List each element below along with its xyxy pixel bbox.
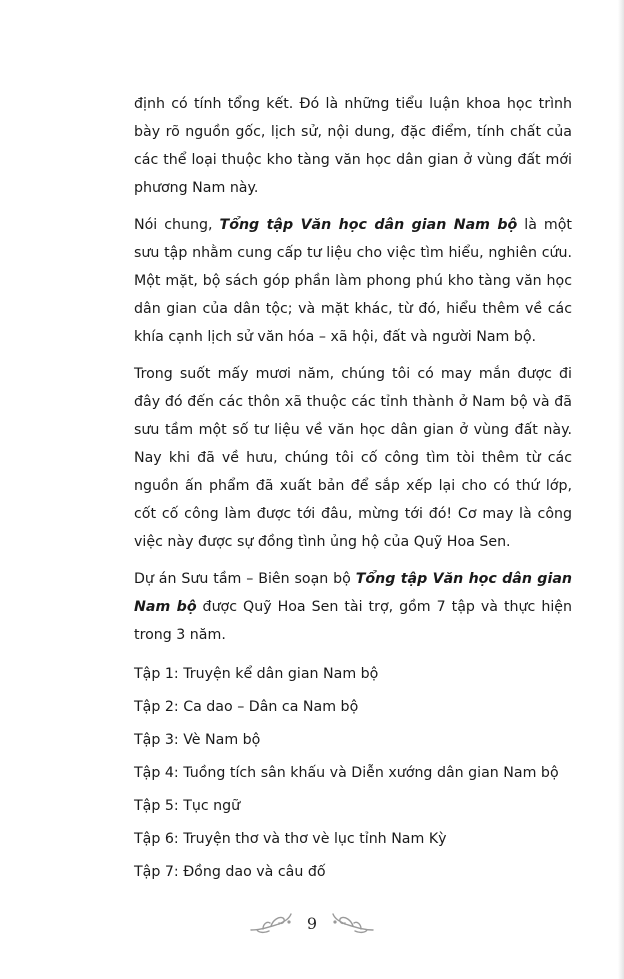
volume-list: [134, 663, 572, 883]
volume-item-4: Tập 4: Tuồng tích sân khấu và Diễn xướng dân gian Nam bộ: [134, 765, 559, 781]
paragraph-text: là một sưu tập nhằm cung cấp tư liệu cho việc tìm hiểu, nghiên cứu. Một mặt, bộ sách góp phần làm phong phú kho tàng văn học dân gian của dân tộc; và mặt khác, từ đó, hiểu thêm về các khía cạnh lịch sử văn hóa – xã hội, đất và người Nam bộ.: [134, 217, 572, 345]
volume-item-5: Tập 5: Tục ngữ: [134, 798, 241, 814]
page-number: 9: [306, 913, 318, 933]
paragraph-1: [134, 90, 572, 202]
paragraph-3: [134, 360, 572, 556]
floral-flourish-right-icon: [331, 910, 375, 936]
paragraph-text: được Quỹ Hoa Sen tài trợ, gồm 7 tập và thực hiện trong 3 năm.: [134, 599, 572, 643]
page-body: [134, 90, 572, 894]
page-edge: [618, 0, 624, 979]
paragraph-text: định có tính tổng kết. Đó là những tiểu luận khoa học trình bày rõ nguồn gốc, lịch sử, nội dung, đặc điểm, tính chất của các thể loại thuộc kho tàng văn học dân gian ở vùng đất mới phương Nam này.: [134, 96, 572, 196]
page-footer: [0, 910, 624, 936]
paragraph-2: [134, 211, 572, 351]
volume-item-7: Tập 7: Đồng dao và câu đố: [134, 864, 326, 880]
paragraph-text: Dự án Sưu tầm – Biên soạn bộ: [134, 571, 356, 587]
book-title-emphasis: Tổng tập Văn học dân gian Nam bộ: [219, 217, 518, 233]
paragraphs: [134, 90, 572, 649]
volume-item-1: Tập 1: Truyện kể dân gian Nam bộ: [134, 666, 379, 682]
floral-flourish-left-icon: [249, 910, 293, 936]
volume-item-3: Tập 3: Vè Nam bộ: [134, 732, 261, 748]
paragraph-4: [134, 565, 572, 649]
volume-item-2: Tập 2: Ca dao – Dân ca Nam bộ: [134, 699, 359, 715]
paragraph-text: Trong suốt mấy mươi năm, chúng tôi có may mắn được đi đây đó đến các thôn xã thuộc các tỉnh thành ở Nam bộ và đã sưu tầm một số tư liệu về văn học dân gian ở vùng đất này. Nay khi đã về hưu, chúng tôi cố công tìm tòi thêm từ các nguồn ấn phẩm đã xuất bản để sắp xếp lại cho có thứ lớp, cốt cố công làm được tới đâu, mừng tới đó! Cơ may là công việc này được sự đồng tình ủng hộ của Quỹ Hoa Sen.: [134, 366, 572, 550]
book-title-emphasis: Tổng tập Văn học dân gian Nam bộ: [134, 571, 572, 615]
volume-item-6: Tập 6: Truyện thơ và thơ vè lục tỉnh Nam Kỳ: [134, 831, 447, 847]
paragraph-text: Nói chung,: [134, 217, 220, 233]
